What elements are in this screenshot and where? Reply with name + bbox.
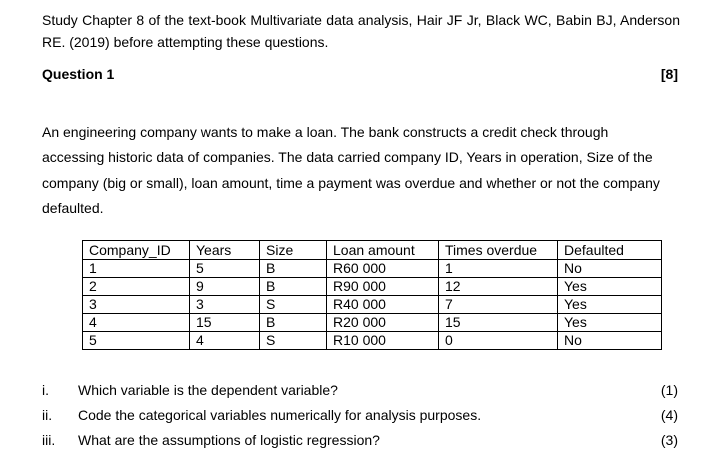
table-row bbox=[83, 278, 662, 296]
subquestion-item bbox=[42, 379, 680, 404]
header-defaulted: Defaulted bbox=[558, 241, 662, 260]
cell-size: B bbox=[260, 260, 327, 278]
cell-size: B bbox=[260, 314, 327, 332]
cell-defaulted: No bbox=[558, 260, 662, 278]
subquestion-text: Code the categorical variables numerically for analysis purposes. bbox=[78, 407, 482, 423]
cell-years: 9 bbox=[190, 278, 260, 296]
cell-times-overdue: 0 bbox=[439, 332, 558, 350]
cell-loan-amount: R90 000 bbox=[327, 278, 439, 296]
scenario-paragraph: An engineering company wants to make a loan. The bank constructs a credit check through accessing historic data of companies. The data carried company ID, Years in operation, Size of the company (big or small), loan amount, time a payment was overdue and whether or not the company defaulted. bbox=[42, 124, 660, 216]
cell-loan-amount: R20 000 bbox=[327, 314, 439, 332]
cell-years: 4 bbox=[190, 332, 260, 350]
cell-years: 15 bbox=[190, 314, 260, 332]
table-row bbox=[83, 260, 662, 278]
table-row bbox=[83, 332, 662, 350]
cell-company-id: 5 bbox=[83, 332, 190, 350]
question-title: Question 1 bbox=[42, 66, 115, 82]
cell-company-id: 1 bbox=[83, 260, 190, 278]
cell-defaulted: Yes bbox=[558, 314, 662, 332]
table-row bbox=[83, 296, 662, 314]
intro-text: Study Chapter 8 of the text-book Multivariate data analysis, Hair JF Jr, Black WC, Babin BJ, Anderson RE. (2019) before attempting these questions. bbox=[42, 12, 680, 50]
cell-times-overdue: 7 bbox=[439, 296, 558, 314]
subquestion-marks: (3) bbox=[660, 432, 678, 448]
question-marks: [8] bbox=[660, 66, 678, 82]
cell-years: 5 bbox=[190, 260, 260, 278]
cell-defaulted: No bbox=[558, 332, 662, 350]
subquestion-marks: (1) bbox=[660, 382, 678, 398]
cell-size: S bbox=[260, 332, 327, 350]
header-company-id: Company_ID bbox=[83, 241, 190, 260]
subquestion-number: i. bbox=[42, 382, 49, 398]
cell-defaulted: Yes bbox=[558, 296, 662, 314]
cell-size: S bbox=[260, 296, 327, 314]
subquestion-number: iii. bbox=[42, 432, 56, 448]
header-times-overdue: Times overdue bbox=[439, 241, 558, 260]
subquestion-number: ii. bbox=[42, 407, 53, 423]
cell-times-overdue: 15 bbox=[439, 314, 558, 332]
cell-defaulted: Yes bbox=[558, 278, 662, 296]
loan-data-table bbox=[82, 240, 662, 350]
cell-company-id: 2 bbox=[83, 278, 190, 296]
cell-company-id: 3 bbox=[83, 296, 190, 314]
header-years: Years bbox=[190, 241, 260, 260]
cell-loan-amount: R10 000 bbox=[327, 332, 439, 350]
table-header-row bbox=[83, 241, 662, 260]
cell-company-id: 4 bbox=[83, 314, 190, 332]
cell-size: B bbox=[260, 278, 327, 296]
cell-loan-amount: R60 000 bbox=[327, 260, 439, 278]
header-size: Size bbox=[260, 241, 327, 260]
header-loan-amount: Loan amount bbox=[327, 241, 439, 260]
subquestion-text: Which variable is the dependent variable? bbox=[78, 382, 338, 398]
cell-times-overdue: 1 bbox=[439, 260, 558, 278]
subquestion-item bbox=[42, 404, 680, 429]
subquestion-text: What are the assumptions of logistic regression? bbox=[78, 432, 380, 448]
cell-times-overdue: 12 bbox=[439, 278, 558, 296]
cell-loan-amount: R40 000 bbox=[327, 296, 439, 314]
table-row bbox=[83, 314, 662, 332]
cell-years: 3 bbox=[190, 296, 260, 314]
subquestion-item bbox=[42, 429, 680, 454]
subquestion-marks: (4) bbox=[660, 407, 678, 423]
question-heading bbox=[42, 66, 680, 86]
subquestion-list bbox=[42, 379, 680, 454]
